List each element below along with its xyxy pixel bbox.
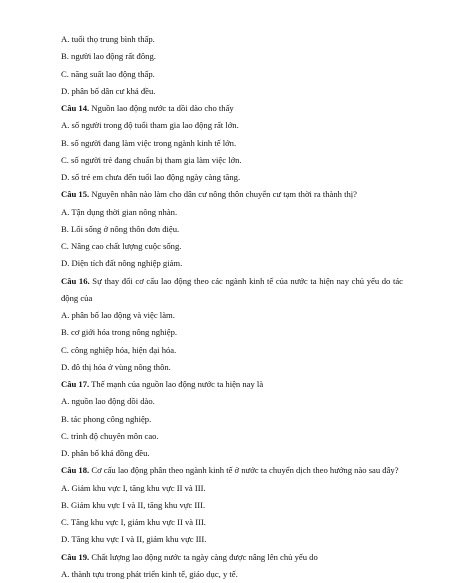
- answer-option: A. số người trong độ tuổi tham gia lao động rất lớn.: [61, 120, 239, 131]
- question-text: Cơ cấu lao động phân theo ngành kinh tế ở nước ta chuyển dịch theo hướng nào sau đây?: [89, 465, 399, 476]
- answer-option: B. Giảm khu vực I và II, tăng khu vực III.: [61, 499, 206, 510]
- answer-option: D. đô thị hóa ở vùng nông thôn.: [61, 361, 171, 372]
- answer-option: D. số trẻ em chưa đến tuổi lao động ngày càng tăng.: [61, 172, 241, 182]
- answer-option: A. Tận dụng thời gian nông nhàn.: [61, 206, 178, 217]
- document-page: [61, 31, 403, 583]
- answer-option: C. Tăng khu vực I, giảm khu vực II và III.: [61, 517, 206, 527]
- question-stem: [61, 100, 403, 117]
- question-number: Câu 16.: [61, 275, 90, 286]
- question-stem: [61, 273, 403, 308]
- answer-option: C. số người trẻ đang chuẩn bị tham gia làm việc lớn.: [61, 154, 242, 165]
- answer-option: D. phân bố khá đồng đều.: [61, 448, 150, 458]
- question-stem: [61, 186, 403, 203]
- answer-option: C. trình độ chuyên môn cao.: [61, 430, 159, 441]
- answer-option: A. thành tựu trong phát triển kinh tế, giáo dục, y tế.: [61, 568, 238, 579]
- question-number: Câu 19.: [61, 551, 90, 562]
- question-number: Câu 18.: [61, 465, 90, 476]
- answer-option: B. tác phong công nghiệp.: [61, 413, 152, 424]
- answer-option: C. Nâng cao chất lượng cuộc sống.: [61, 241, 182, 251]
- question-number: Câu 17.: [61, 379, 90, 389]
- question-stem: [61, 376, 403, 393]
- answer-option: A. nguồn lao động dồi dào.: [61, 396, 155, 407]
- answer-option: C. công nghiệp hóa, hiện đại hóa.: [61, 344, 177, 355]
- question-text: Chất lượng lao động nước ta ngày càng được nâng lên chủ yếu do: [89, 551, 318, 562]
- answer-option: B. người lao động rất đông.: [61, 51, 156, 62]
- question-stem: [61, 549, 403, 566]
- question-text: Nguyên nhân nào làm cho dân cư nông thôn chuyển cư tạm thời ra thành thị?: [89, 189, 357, 200]
- answer-option: B. Lối sống ở nông thôn đơn điệu.: [61, 223, 180, 234]
- answer-option: D. Diện tích đất nông nghiệp giảm.: [61, 258, 183, 269]
- answer-option: C. năng suất lao động thấp.: [61, 68, 155, 79]
- answer-option: A. tuổi thọ trung bình thấp.: [61, 34, 155, 44]
- question-text: Nguồn lao động nước ta dồi dào cho thấy: [89, 103, 234, 113]
- question-number: Câu 14.: [61, 103, 90, 113]
- answer-option: B. số người đang làm việc trong ngành kinh tế lớn.: [61, 137, 237, 148]
- question-text: Thế mạnh của nguồn lao động nước ta hiện nay là: [89, 379, 264, 389]
- question-text: Sự thay đổi cơ cấu lao động theo các ngành kinh tế của nước ta hiện nay chủ yếu do tác động của: [61, 275, 403, 303]
- answer-option: A. phân bố lao động và việc làm.: [61, 310, 175, 320]
- answer-option: D. phân bố dân cư khá đều.: [61, 85, 156, 96]
- answer-option: B. cơ giới hóa trong nông nghiệp.: [61, 327, 178, 338]
- question-stem: [61, 462, 403, 479]
- answer-option: D. Tăng khu vực I và II, giảm khu vực III.: [61, 534, 207, 545]
- answer-option: A. Giảm khu vực I, tăng khu vực II và III.: [61, 482, 206, 493]
- question-number: Câu 15.: [61, 189, 90, 200]
